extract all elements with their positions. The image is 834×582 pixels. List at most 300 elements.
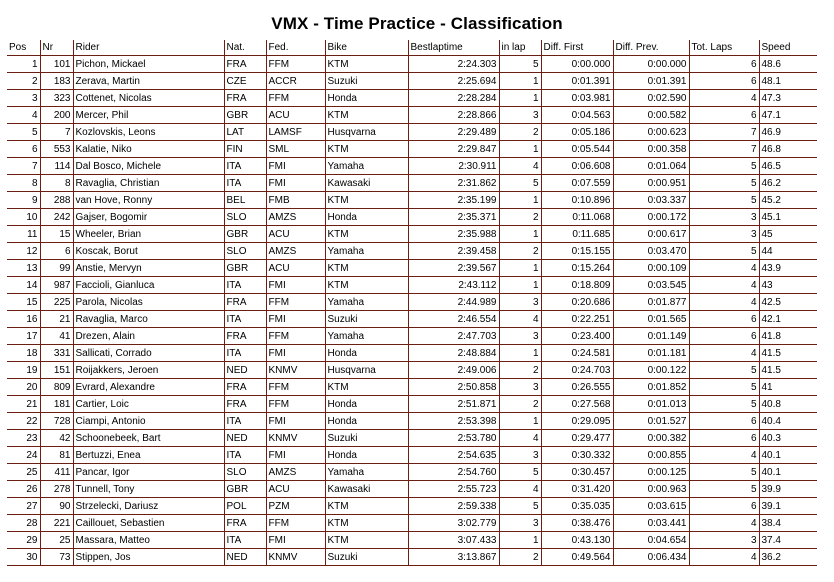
table-row (7, 141, 817, 158)
cell-speed: 41.8 (759, 328, 817, 345)
cell-rider: Mercer, Phil (73, 107, 224, 124)
header-nat: Nat. (224, 40, 266, 56)
cell-rider: Bertuzzi, Enea (73, 447, 224, 464)
cell-bestlaptime: 2:28.284 (408, 90, 499, 107)
table-row (7, 90, 817, 107)
cell-speed: 41.5 (759, 345, 817, 362)
cell-nat: FRA (224, 328, 266, 345)
cell-nr: 987 (40, 277, 73, 294)
cell-diff-prev: 0:01.565 (613, 311, 689, 328)
cell-rider: Cottenet, Nicolas (73, 90, 224, 107)
table-row (7, 56, 817, 73)
cell-bike: Yamaha (325, 158, 408, 175)
cell-bestlaptime: 2:46.554 (408, 311, 499, 328)
cell-pos: 14 (7, 277, 40, 294)
cell-bestlaptime: 2:50.858 (408, 379, 499, 396)
cell-diff-prev: 0:00.125 (613, 464, 689, 481)
cell-diff-prev: 0:00.000 (613, 56, 689, 73)
cell-pos: 27 (7, 498, 40, 515)
cell-diff-prev: 0:03.470 (613, 243, 689, 260)
cell-bestlaptime: 2:54.760 (408, 464, 499, 481)
cell-bestlaptime: 2:53.780 (408, 430, 499, 447)
cell-tot-laps: 5 (689, 481, 759, 498)
cell-diff-prev: 0:00.358 (613, 141, 689, 158)
cell-pos: 5 (7, 124, 40, 141)
cell-speed: 47.1 (759, 107, 817, 124)
cell-fed: AMZS (266, 464, 325, 481)
cell-fed: SML (266, 141, 325, 158)
cell-nr: 90 (40, 498, 73, 515)
table-row (7, 396, 817, 413)
table-row (7, 226, 817, 243)
table-row (7, 430, 817, 447)
cell-pos: 24 (7, 447, 40, 464)
cell-rider: Kalatie, Niko (73, 141, 224, 158)
table-row (7, 107, 817, 124)
cell-bike: Suzuki (325, 73, 408, 90)
cell-diff-prev: 0:03.337 (613, 192, 689, 209)
cell-speed: 37.4 (759, 532, 817, 549)
cell-rider: Evrard, Alexandre (73, 379, 224, 396)
cell-bestlaptime: 2:53.398 (408, 413, 499, 430)
cell-fed: FMI (266, 532, 325, 549)
table-row (7, 532, 817, 549)
cell-diff-prev: 0:00.855 (613, 447, 689, 464)
cell-nat: SLO (224, 209, 266, 226)
cell-speed: 48.1 (759, 73, 817, 90)
page-title: VMX - Time Practice - Classification (271, 14, 563, 33)
header-diff-prev: Diff. Prev. (613, 40, 689, 56)
cell-in-lap: 2 (499, 124, 541, 141)
cell-speed: 43 (759, 277, 817, 294)
cell-tot-laps: 4 (689, 447, 759, 464)
cell-bike: Honda (325, 413, 408, 430)
table-row (7, 158, 817, 175)
cell-diff-first: 0:23.400 (541, 328, 613, 345)
cell-fed: ACU (266, 260, 325, 277)
cell-speed: 42.5 (759, 294, 817, 311)
cell-in-lap: 1 (499, 192, 541, 209)
cell-tot-laps: 4 (689, 90, 759, 107)
cell-pos: 18 (7, 345, 40, 362)
cell-tot-laps: 4 (689, 294, 759, 311)
cell-nat: GBR (224, 260, 266, 277)
cell-bike: Yamaha (325, 328, 408, 345)
cell-rider: Sallicati, Corrado (73, 345, 224, 362)
cell-fed: ACU (266, 107, 325, 124)
table-row (7, 260, 817, 277)
cell-in-lap: 3 (499, 294, 541, 311)
cell-pos: 15 (7, 294, 40, 311)
cell-rider: Stippen, Jos (73, 549, 224, 566)
cell-bike: Kawasaki (325, 481, 408, 498)
cell-pos: 1 (7, 56, 40, 73)
cell-speed: 39.9 (759, 481, 817, 498)
cell-bestlaptime: 2:55.723 (408, 481, 499, 498)
cell-diff-first: 0:07.559 (541, 175, 613, 192)
cell-nr: 7 (40, 124, 73, 141)
table-row (7, 498, 817, 515)
cell-nr: 200 (40, 107, 73, 124)
cell-diff-prev: 0:01.181 (613, 345, 689, 362)
cell-speed: 41 (759, 379, 817, 396)
cell-nat: FRA (224, 515, 266, 532)
header-pos: Pos (7, 40, 40, 56)
cell-nat: ITA (224, 175, 266, 192)
cell-nr: 278 (40, 481, 73, 498)
cell-nat: GBR (224, 107, 266, 124)
cell-rider: Drezen, Alain (73, 328, 224, 345)
cell-diff-first: 0:05.544 (541, 141, 613, 158)
cell-nat: ITA (224, 413, 266, 430)
cell-diff-prev: 0:01.064 (613, 158, 689, 175)
cell-tot-laps: 4 (689, 515, 759, 532)
cell-fed: PZM (266, 498, 325, 515)
cell-diff-prev: 0:03.615 (613, 498, 689, 515)
cell-diff-prev: 0:03.545 (613, 277, 689, 294)
cell-rider: Pancar, Igor (73, 464, 224, 481)
cell-bestlaptime: 2:43.112 (408, 277, 499, 294)
cell-nr: 809 (40, 379, 73, 396)
cell-diff-prev: 0:00.623 (613, 124, 689, 141)
table-row (7, 294, 817, 311)
cell-speed: 42.1 (759, 311, 817, 328)
cell-diff-first: 0:15.264 (541, 260, 613, 277)
cell-tot-laps: 5 (689, 464, 759, 481)
cell-fed: FFM (266, 328, 325, 345)
cell-tot-laps: 5 (689, 158, 759, 175)
cell-bestlaptime: 2:29.847 (408, 141, 499, 158)
cell-fed: FMI (266, 413, 325, 430)
cell-fed: FMI (266, 447, 325, 464)
cell-nat: FRA (224, 56, 266, 73)
header-bestlaptime: Bestlaptime (408, 40, 499, 56)
cell-nr: 331 (40, 345, 73, 362)
cell-bike: KTM (325, 498, 408, 515)
cell-speed: 47.3 (759, 90, 817, 107)
cell-nr: 8 (40, 175, 73, 192)
cell-nr: 25 (40, 532, 73, 549)
header-in-lap: in lap (499, 40, 541, 56)
cell-tot-laps: 6 (689, 328, 759, 345)
cell-speed: 44 (759, 243, 817, 260)
cell-bestlaptime: 2:25.694 (408, 73, 499, 90)
cell-in-lap: 1 (499, 226, 541, 243)
cell-rider: Parola, Nicolas (73, 294, 224, 311)
cell-pos: 2 (7, 73, 40, 90)
cell-nat: CZE (224, 73, 266, 90)
header-speed: Speed (759, 40, 817, 56)
cell-rider: Kozlovskis, Leons (73, 124, 224, 141)
cell-diff-first: 0:38.476 (541, 515, 613, 532)
cell-diff-first: 0:01.391 (541, 73, 613, 90)
table-row (7, 549, 817, 566)
cell-fed: FMI (266, 175, 325, 192)
cell-tot-laps: 7 (689, 124, 759, 141)
cell-nat: SLO (224, 464, 266, 481)
cell-nr: 15 (40, 226, 73, 243)
cell-fed: ACU (266, 481, 325, 498)
cell-bestlaptime: 2:54.635 (408, 447, 499, 464)
cell-pos: 23 (7, 430, 40, 447)
cell-nat: ITA (224, 311, 266, 328)
cell-diff-first: 0:06.608 (541, 158, 613, 175)
cell-speed: 41.5 (759, 362, 817, 379)
cell-speed: 46.5 (759, 158, 817, 175)
cell-diff-prev: 0:00.582 (613, 107, 689, 124)
cell-nr: 183 (40, 73, 73, 90)
cell-bestlaptime: 3:13.867 (408, 549, 499, 566)
cell-diff-prev: 0:00.109 (613, 260, 689, 277)
cell-bike: KTM (325, 226, 408, 243)
cell-in-lap: 4 (499, 311, 541, 328)
cell-bestlaptime: 2:28.866 (408, 107, 499, 124)
cell-pos: 11 (7, 226, 40, 243)
cell-diff-first: 0:22.251 (541, 311, 613, 328)
cell-fed: FMI (266, 158, 325, 175)
cell-tot-laps: 5 (689, 396, 759, 413)
cell-tot-laps: 5 (689, 243, 759, 260)
cell-nr: 81 (40, 447, 73, 464)
cell-nr: 6 (40, 243, 73, 260)
cell-nr: 728 (40, 413, 73, 430)
cell-speed: 45.1 (759, 209, 817, 226)
cell-fed: FMI (266, 277, 325, 294)
cell-bike: Honda (325, 345, 408, 362)
cell-bike: Yamaha (325, 243, 408, 260)
cell-rider: Roijakkers, Jeroen (73, 362, 224, 379)
cell-diff-first: 0:24.703 (541, 362, 613, 379)
cell-fed: FFM (266, 90, 325, 107)
cell-diff-first: 0:11.068 (541, 209, 613, 226)
cell-bestlaptime: 2:35.988 (408, 226, 499, 243)
cell-bestlaptime: 2:35.371 (408, 209, 499, 226)
cell-diff-first: 0:04.563 (541, 107, 613, 124)
cell-in-lap: 1 (499, 141, 541, 158)
cell-bike: Yamaha (325, 464, 408, 481)
cell-fed: LAMSF (266, 124, 325, 141)
cell-diff-first: 0:15.155 (541, 243, 613, 260)
cell-diff-first: 0:29.095 (541, 413, 613, 430)
cell-bike: KTM (325, 141, 408, 158)
cell-bike: KTM (325, 532, 408, 549)
cell-nr: 114 (40, 158, 73, 175)
cell-diff-prev: 0:01.852 (613, 379, 689, 396)
cell-in-lap: 2 (499, 549, 541, 566)
cell-fed: AMZS (266, 209, 325, 226)
table-row (7, 209, 817, 226)
cell-diff-first: 0:30.457 (541, 464, 613, 481)
table-body (7, 56, 817, 566)
header-bike: Bike (325, 40, 408, 56)
cell-bestlaptime: 2:59.338 (408, 498, 499, 515)
cell-bestlaptime: 2:48.884 (408, 345, 499, 362)
cell-in-lap: 5 (499, 56, 541, 73)
cell-tot-laps: 6 (689, 498, 759, 515)
table-row (7, 192, 817, 209)
table-row (7, 73, 817, 90)
cell-fed: FFM (266, 396, 325, 413)
cell-speed: 38.4 (759, 515, 817, 532)
cell-bestlaptime: 2:44.989 (408, 294, 499, 311)
cell-rider: Cartier, Loic (73, 396, 224, 413)
cell-bestlaptime: 2:39.458 (408, 243, 499, 260)
cell-bestlaptime: 2:30.911 (408, 158, 499, 175)
cell-pos: 6 (7, 141, 40, 158)
cell-fed: FMB (266, 192, 325, 209)
cell-in-lap: 4 (499, 481, 541, 498)
cell-bestlaptime: 2:35.199 (408, 192, 499, 209)
cell-bike: Husqvarna (325, 362, 408, 379)
cell-diff-first: 0:10.896 (541, 192, 613, 209)
table-row (7, 362, 817, 379)
cell-speed: 48.6 (759, 56, 817, 73)
cell-bike: Honda (325, 447, 408, 464)
cell-tot-laps: 4 (689, 549, 759, 566)
cell-speed: 36.2 (759, 549, 817, 566)
cell-diff-first: 0:35.035 (541, 498, 613, 515)
cell-bike: Suzuki (325, 430, 408, 447)
cell-diff-prev: 0:02.590 (613, 90, 689, 107)
cell-rider: Dal Bosco, Michele (73, 158, 224, 175)
cell-speed: 40.1 (759, 447, 817, 464)
cell-pos: 10 (7, 209, 40, 226)
cell-in-lap: 1 (499, 413, 541, 430)
cell-bike: KTM (325, 515, 408, 532)
cell-speed: 40.4 (759, 413, 817, 430)
cell-nr: 181 (40, 396, 73, 413)
cell-bike: Yamaha (325, 294, 408, 311)
cell-rider: Koscak, Borut (73, 243, 224, 260)
cell-nat: POL (224, 498, 266, 515)
cell-nat: GBR (224, 481, 266, 498)
cell-nat: ITA (224, 447, 266, 464)
cell-diff-prev: 0:00.172 (613, 209, 689, 226)
cell-tot-laps: 4 (689, 345, 759, 362)
cell-nat: GBR (224, 226, 266, 243)
cell-rider: Pichon, Mickael (73, 56, 224, 73)
cell-bike: Honda (325, 90, 408, 107)
cell-pos: 20 (7, 379, 40, 396)
cell-nat: LAT (224, 124, 266, 141)
cell-in-lap: 1 (499, 277, 541, 294)
table-row (7, 328, 817, 345)
table-row (7, 277, 817, 294)
cell-nr: 411 (40, 464, 73, 481)
cell-pos: 30 (7, 549, 40, 566)
cell-tot-laps: 4 (689, 260, 759, 277)
cell-speed: 43.9 (759, 260, 817, 277)
cell-bike: Husqvarna (325, 124, 408, 141)
cell-tot-laps: 6 (689, 311, 759, 328)
cell-nat: FRA (224, 90, 266, 107)
cell-in-lap: 4 (499, 430, 541, 447)
cell-rider: Caillouet, Sebastien (73, 515, 224, 532)
cell-in-lap: 3 (499, 107, 541, 124)
cell-tot-laps: 3 (689, 532, 759, 549)
cell-nr: 73 (40, 549, 73, 566)
cell-rider: Massara, Matteo (73, 532, 224, 549)
cell-bike: KTM (325, 56, 408, 73)
cell-fed: KNMV (266, 362, 325, 379)
cell-pos: 17 (7, 328, 40, 345)
cell-bike: Suzuki (325, 311, 408, 328)
cell-nat: FRA (224, 294, 266, 311)
header-rider: Rider (73, 40, 224, 56)
cell-diff-prev: 0:00.382 (613, 430, 689, 447)
cell-in-lap: 5 (499, 464, 541, 481)
cell-diff-first: 0:18.809 (541, 277, 613, 294)
cell-speed: 45.2 (759, 192, 817, 209)
cell-bestlaptime: 2:47.703 (408, 328, 499, 345)
cell-tot-laps: 4 (689, 277, 759, 294)
cell-in-lap: 1 (499, 260, 541, 277)
cell-fed: FMI (266, 311, 325, 328)
cell-in-lap: 2 (499, 362, 541, 379)
cell-diff-prev: 0:01.527 (613, 413, 689, 430)
cell-fed: FFM (266, 379, 325, 396)
cell-in-lap: 3 (499, 447, 541, 464)
cell-diff-first: 0:20.686 (541, 294, 613, 311)
cell-diff-prev: 0:00.122 (613, 362, 689, 379)
cell-speed: 45 (759, 226, 817, 243)
cell-in-lap: 5 (499, 498, 541, 515)
cell-tot-laps: 6 (689, 107, 759, 124)
cell-fed: AMZS (266, 243, 325, 260)
classification-table (7, 40, 817, 566)
cell-in-lap: 3 (499, 379, 541, 396)
cell-speed: 46.9 (759, 124, 817, 141)
cell-rider: Faccioli, Gianluca (73, 277, 224, 294)
cell-rider: Zerava, Martin (73, 73, 224, 90)
table-row (7, 243, 817, 260)
cell-rider: Anstie, Mervyn (73, 260, 224, 277)
cell-nr: 323 (40, 90, 73, 107)
cell-nr: 225 (40, 294, 73, 311)
cell-diff-first: 0:03.981 (541, 90, 613, 107)
cell-diff-prev: 0:00.617 (613, 226, 689, 243)
cell-in-lap: 3 (499, 328, 541, 345)
cell-bestlaptime: 3:02.779 (408, 515, 499, 532)
table-row (7, 379, 817, 396)
cell-diff-first: 0:26.555 (541, 379, 613, 396)
cell-fed: FFM (266, 294, 325, 311)
cell-fed: FMI (266, 345, 325, 362)
cell-nat: FIN (224, 141, 266, 158)
cell-tot-laps: 5 (689, 192, 759, 209)
cell-in-lap: 5 (499, 175, 541, 192)
cell-fed: ACCR (266, 73, 325, 90)
cell-diff-prev: 0:03.441 (613, 515, 689, 532)
cell-bestlaptime: 2:29.489 (408, 124, 499, 141)
cell-nr: 221 (40, 515, 73, 532)
cell-bike: KTM (325, 107, 408, 124)
cell-rider: Schoonebeek, Bart (73, 430, 224, 447)
cell-fed: FFM (266, 56, 325, 73)
cell-tot-laps: 3 (689, 209, 759, 226)
cell-pos: 26 (7, 481, 40, 498)
cell-bestlaptime: 2:51.871 (408, 396, 499, 413)
cell-pos: 8 (7, 175, 40, 192)
cell-tot-laps: 6 (689, 73, 759, 90)
cell-bike: Kawasaki (325, 175, 408, 192)
cell-pos: 12 (7, 243, 40, 260)
cell-pos: 22 (7, 413, 40, 430)
cell-diff-first: 0:43.130 (541, 532, 613, 549)
cell-bestlaptime: 2:39.567 (408, 260, 499, 277)
cell-diff-prev: 0:01.877 (613, 294, 689, 311)
cell-nr: 21 (40, 311, 73, 328)
